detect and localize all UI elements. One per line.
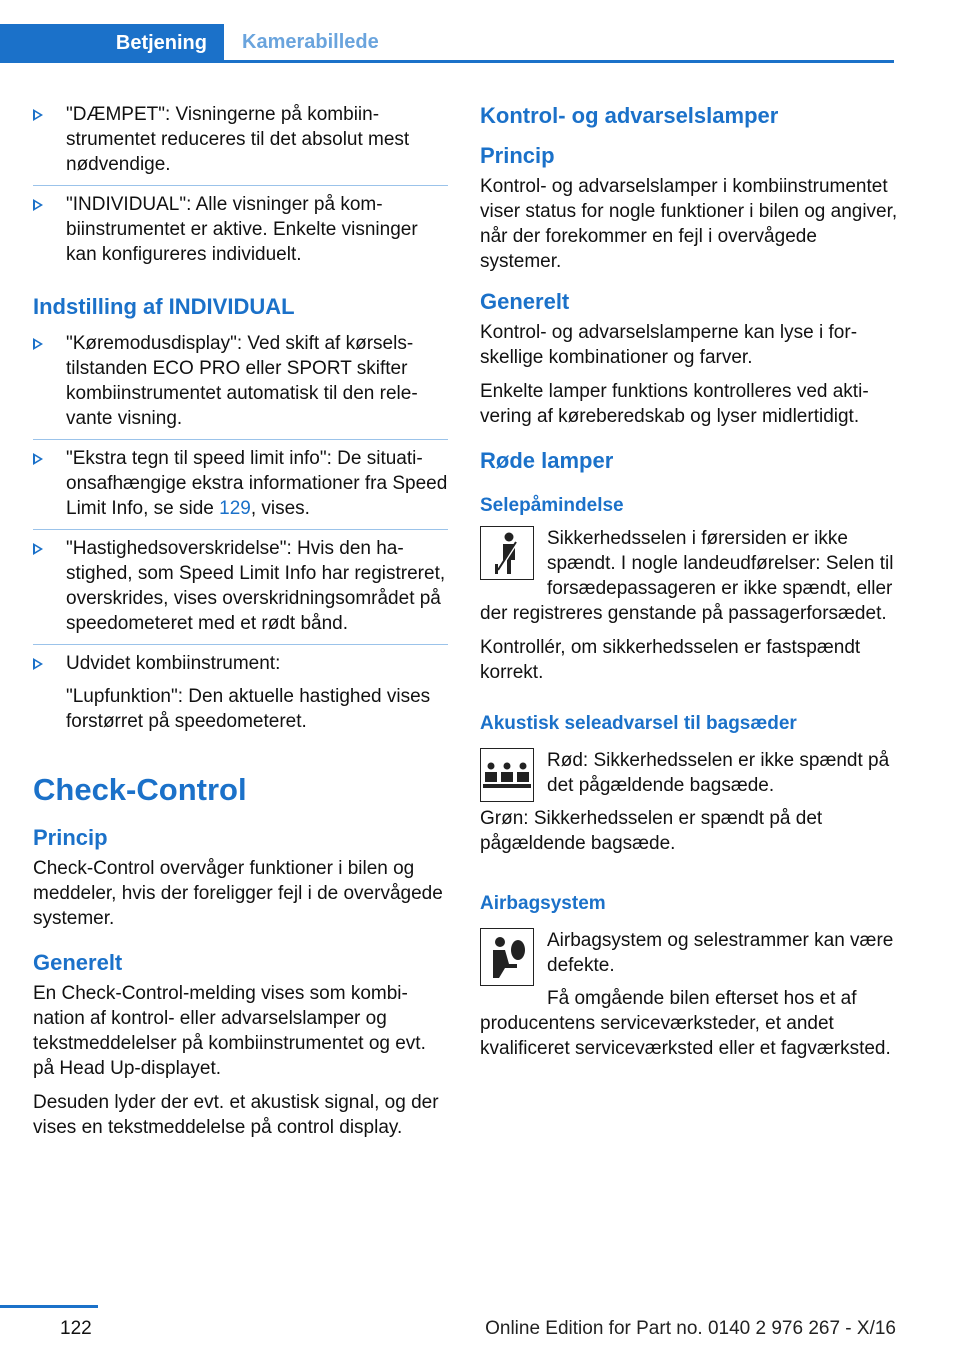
- bullet-triangle-icon: [33, 199, 43, 211]
- heading-generelt: Generelt: [480, 289, 570, 314]
- rear-seatbelt-text: Rød: Sikkerhedsselen er ikke spændt på det pågældende bagsæde.: [547, 750, 890, 796]
- heading-rode-lamper: Røde lamper: [480, 448, 614, 473]
- heading-airbagsystem: Airbagsystem: [480, 893, 606, 914]
- bullet-triangle-icon: [33, 543, 43, 555]
- bullet-triangle-icon: [33, 338, 43, 350]
- generelt-text: Kontrol- og advarselslamperne kan lyse i forskellige kombinationer og farver.: [480, 322, 858, 368]
- list-item: "Hastighedsoverskridelse": Hvis den hastighed, som Speed Limit Info har registreret, overskrides, vises overskridningsområdet på speedometeret med et rødt bånd.: [33, 530, 448, 645]
- airbag-text-2: Få omgående bilen efterset hos et af producentens serviceværksteder, et andet kvalificeret serviceværksted eller et fagværksted.: [480, 988, 891, 1059]
- edition-text: Online Edition for Part no. 0140 2 976 267 - X/16: [485, 1318, 896, 1339]
- rear-seatbelt-block: [480, 748, 898, 865]
- heading-generelt: Generelt: [33, 950, 123, 975]
- generelt-text: En Check-Control-melding vises som kombination af kontrol- eller advarselslamper og tekstmeddelelser på kombiinstrumentet og evt. på Head Up-displayet.: [33, 983, 426, 1079]
- heading-akustisk: Akustisk seleadvarsel til bagsæder: [480, 713, 797, 734]
- seatbelt-reminder-icon: [480, 526, 534, 580]
- list-item: "INDIVIDUAL": Alle visninger på kombiinstrumentet er aktive. Enkelte visninger kan konfigureres individuelt.: [33, 186, 448, 275]
- footer-rule: [0, 1305, 98, 1308]
- princip-text: Check-Control overvåger funktioner i bilen og meddeler, hvis der foreligger fejl i de overvågede systemer.: [33, 858, 443, 929]
- list-item: "Køremodusdisplay": Ved skift af kørselstilstanden ECO PRO eller SPORT skifter kombiinstrumentet automatisk til den relevante visning.: [33, 325, 448, 440]
- individual-list: [33, 325, 448, 742]
- heading-selepamindelse: Selepåmindelse: [480, 495, 624, 516]
- seatbelt-block: [480, 526, 898, 626]
- princip-text: Kontrol- og advarselslamper i kombiinstrumentet viser status for nogle funktioner i bilen og angiver, når der forekommer en fejl i overvågede systemer.: [480, 176, 898, 272]
- rear-seatbelt-text-2: Grøn: Sikkerhedsselen er spændt på det pågældende bagsæde.: [480, 808, 823, 854]
- tab-betjening[interactable]: Betjening: [0, 24, 224, 62]
- bullet-triangle-icon: [33, 109, 43, 121]
- heading-individual: Indstilling af INDIVIDUAL: [33, 294, 295, 319]
- list-item: "Ekstra tegn til speed limit info": De situationsafhængige ekstra informationer fra Speed Limit Info, se side 129, vises.: [33, 440, 448, 530]
- display-mode-list: [33, 96, 448, 275]
- generelt-text: Desuden lyder der evt. et akustisk signal, og der vises en tekstmeddelelse på control display.: [33, 1092, 439, 1138]
- heading-kontrol-lamper: Kontrol- og advarselslamper: [480, 103, 779, 128]
- page-header: [0, 24, 894, 62]
- bullet-triangle-icon: [33, 453, 43, 465]
- list-item: Udvidet kombiinstrument: "Lupfunktion": Den aktuelle hastighed vises forstørret på speedometeret.: [33, 645, 448, 742]
- seatbelt-text: Sikkerhedsselen i førersiden er ikke spændt. I nogle landeudførelser: Selen til forsædepassageren er ikke spændt, eller der registreres genstande på passagerforsædet.: [480, 528, 894, 624]
- rear-seatbelt-icon: [480, 748, 534, 802]
- page-number: 122: [60, 1318, 92, 1339]
- right-column: [480, 96, 898, 1070]
- airbag-block: [480, 928, 898, 1070]
- generelt-text: Enkelte lamper funktions kontrolleres ved aktivering af køreberedskab og lyser midlertidigt.: [480, 381, 869, 427]
- seatbelt-text-2: Kontrollér, om sikkerhedsselen er fastspændt korrekt.: [480, 637, 861, 683]
- bullet-triangle-icon: [33, 658, 43, 670]
- airbag-icon: [480, 928, 534, 986]
- airbag-text: Airbagsystem og selestrammer kan være defekte.: [547, 930, 894, 976]
- heading-princip: Princip: [480, 143, 555, 168]
- heading-check-control: Check-Control: [33, 772, 247, 807]
- heading-princip: Princip: [33, 825, 108, 850]
- sub-paragraph: "Lupfunktion": Den aktuelle hastighed vises forstørret på speedometeret.: [66, 686, 431, 732]
- tab-kamerabillede[interactable]: Kamerabillede: [242, 30, 379, 53]
- list-item: "DÆMPET": Visningerne på kombiinstrumentet reduceres til det absolut mest nødvendige.: [33, 96, 448, 186]
- left-column: [33, 96, 448, 1149]
- page-link[interactable]: 129: [219, 498, 251, 519]
